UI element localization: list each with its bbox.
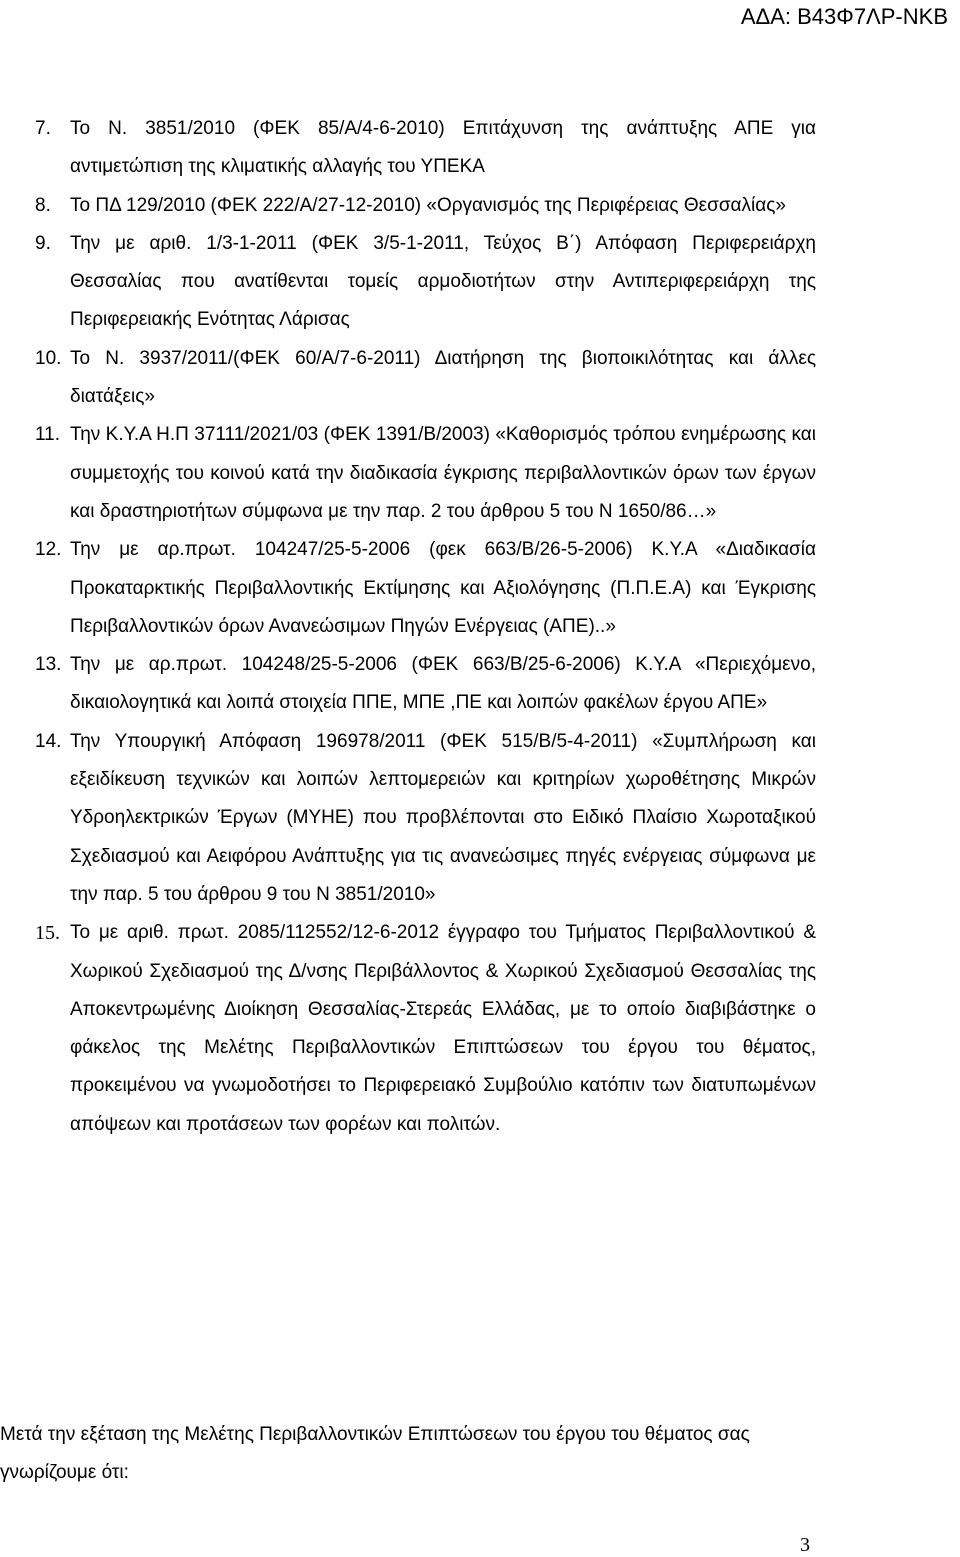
item-number: 8. <box>35 194 51 216</box>
item-text: Το Ν. 3937/2011/(ΦΕΚ 60/Α/7-6-2011) Διατήρηση της βιοποικιλότητας και άλλες διατάξεις» <box>70 347 816 408</box>
list-item-8 <box>0 187 816 225</box>
item-text: Την με αριθ. 1/3-1-2011 (ΦΕΚ 3/5-1-2011, Τεύχος Β΄) Απόφαση Περιφερειάρχη Θεσσαλίας που ανατίθενται τομείς αρμοδιοτήτων στην Αντιπεριφερειάρχη της Περιφερειακής Ενότητας Λάρισας <box>70 232 816 331</box>
item-text: Το με αριθ. πρωτ. 2085/112552/12-6-2012 έγγραφο του Τμήματος Περιβαλλοντικού & Χωρικού Σχεδιασμού της Δ/νσης Περιβάλλοντος & Χωρικού Σχεδιασμού Θεσσαλίας της Αποκεντρωμένης Διοίκηση Θεσσαλίας-Στερεάς Ελλάδας, με το οποίο διαβιβάστηκε ο φάκελος της Μελέτης Περιβαλλοντικών Επιπτώσεων του έργου του θέματος, προκειμένου να γνωμοδοτήσει το Περιφερειακό Συμβούλιο κατόπιν των διατυπωμένων απόψεων και προτάσεων των φορέων και πολιτών. <box>70 922 816 1135</box>
list-item-13 <box>0 646 816 723</box>
item-text: Την Κ.Υ.Α Η.Π 37111/2021/03 (ΦΕΚ 1391/Β/2003) «Καθορισμός τρόπου ενημέρωσης και συμμετοχής του κοινού κατά την διαδικασία έγκρισης περιβαλλοντικών όρων των έργων και δραστηριοτήτων σύμφωνα με την παρ. 2 του άρθρου 5 του Ν 1650/86…» <box>70 424 816 522</box>
closing-paragraph: Μετά την εξέταση της Μελέτης Περιβαλλοντικών Επιπτώσεων του έργου του θέματος σας γνωρίζουμε ότι: <box>0 1424 750 1484</box>
list-item-12 <box>0 531 816 646</box>
list-item-11 <box>0 416 816 531</box>
item-text: Το Ν. 3851/2010 (ΦΕΚ 85/Α/4-6-2010) Επιτάχυνση της ανάπτυξης ΑΠΕ για αντιμετώπιση της κλιματικής αλλαγής του ΥΠΕΚΑ <box>70 118 816 178</box>
list-item-10 <box>0 340 816 417</box>
page-number: 3 <box>800 1534 810 1556</box>
list-item-15 <box>0 914 816 1144</box>
item-text: Το ΠΔ 129/2010 (ΦΕΚ 222/Α/27-12-2010) «Οργανισμός της Περιφέρειας Θεσσαλίας» <box>70 194 786 216</box>
list-item-9 <box>0 225 816 340</box>
ada-code: ΑΔΑ: Β43Φ7ΛΡ-ΝΚΒ <box>740 4 948 29</box>
item-number: 13. <box>35 654 62 676</box>
considerations-list <box>0 110 960 1144</box>
item-number: 10. <box>35 347 62 369</box>
list-item-7 <box>0 110 816 187</box>
item-number: 11. <box>35 424 61 446</box>
item-number: 7. <box>35 118 51 139</box>
item-text: Την με αρ.πρωτ. 104248/25-5-2006 (ΦΕΚ 663/Β/25-6-2006) Κ.Υ.Α «Περιεχόμενο, δικαιολογητικά και λοιπά στοιχεία ΠΠΕ, ΜΠΕ ,ΠΕ και λοιπών φακέλων έργου ΑΠΕ» <box>70 654 816 714</box>
item-number: 12. <box>35 539 62 561</box>
list-item-14 <box>0 723 816 914</box>
item-text: Την Υπουργική Απόφαση 196978/2011 (ΦΕΚ 515/Β/5-4-2011) «Συμπλήρωση και εξειδίκευση τεχνικών και λοιπών λεπτομερειών και κριτηρίων χωροθέτησης Μικρών Υδροηλεκτρικών Έργων (ΜΥΗΕ) που προβλέπονται στο Ειδικό Πλαίσιο Χωροταξικού Σχεδιασμού και Αειφόρου Ανάπτυξης για τις ανανεώσιμες πηγές ενέργειας σύμφωνα με την παρ. 5 του άρθρου 9 του Ν 3851/2010» <box>70 730 816 905</box>
item-number: 14. <box>35 730 62 752</box>
item-number: 9. <box>35 232 51 254</box>
item-number: 15. <box>35 922 60 945</box>
item-text: Την με αρ.πρωτ. 104247/25-5-2006 (φεκ 663/Β/26-5-2006) Κ.Υ.Α «Διαδικασία Προκαταρκτικής Περιβαλλοντικής Εκτίμησης και Αξιολόγησης (Π.Π.Ε.Α) και Έγκρισης Περιβαλλοντικών όρων Ανανεώσιμων Πηγών Ενέργειας (ΑΠΕ)..» <box>70 539 816 637</box>
